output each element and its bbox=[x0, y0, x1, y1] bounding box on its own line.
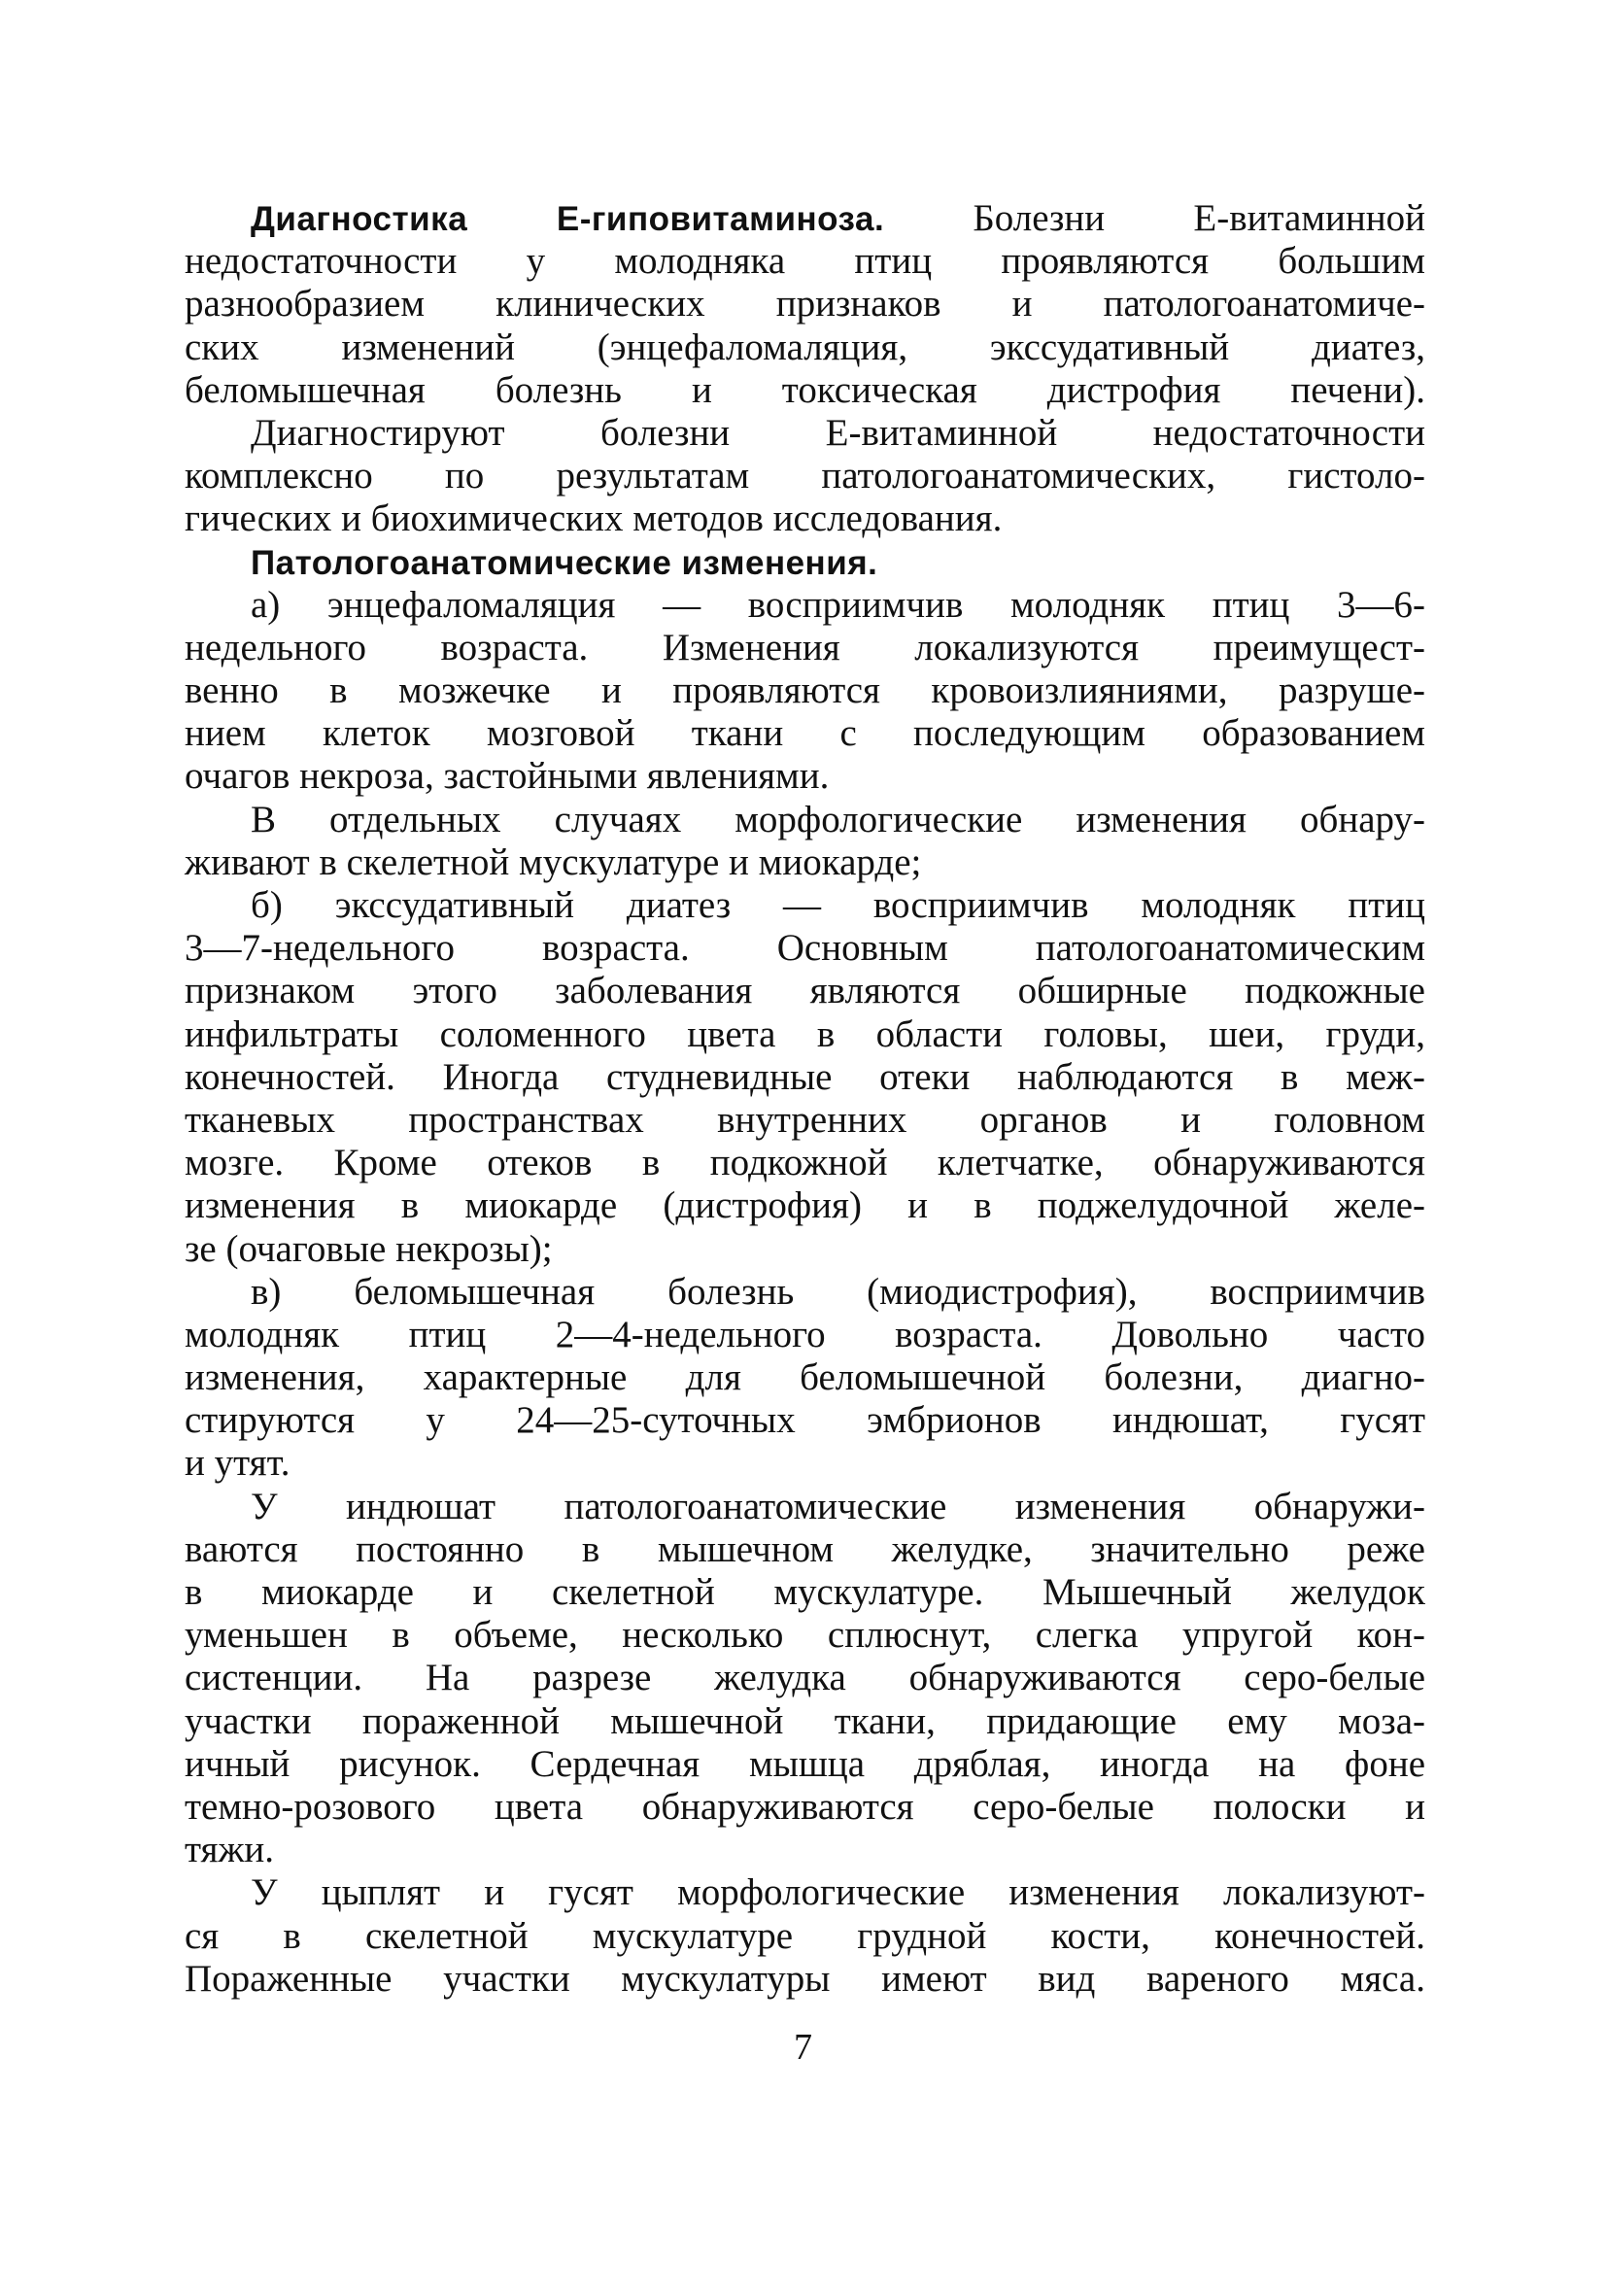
text-line: ских изменений (энцефаломаляция, экссудативный диатез, bbox=[185, 326, 1425, 368]
text-line: тяжи. bbox=[185, 1829, 275, 1871]
text-line: изменения в миокарде (дистрофия) и в поджелудочной желе- bbox=[185, 1184, 1425, 1227]
text-line: живают в скелетной мускулатуре и миокарде; bbox=[185, 840, 922, 883]
text-line: в миокарде и скелетной мускулатуре. Мышечный желудок bbox=[185, 1571, 1425, 1613]
text-line: и утят. bbox=[185, 1442, 290, 1485]
text-line: тканевых пространствах внутренних органов и головном bbox=[185, 1098, 1425, 1141]
section-heading: Диагностика Е-гиповитаминоза. bbox=[251, 200, 885, 238]
document-body bbox=[185, 197, 1425, 2001]
text-line: недостаточности у молодняка птиц проявляются большим bbox=[185, 240, 1425, 283]
text-line: комплексно по результатам патологоанатомических, гистоло- bbox=[185, 455, 1425, 497]
text-line: зе (очаговые некрозы); bbox=[185, 1227, 553, 1270]
text-line: стируются у 24—25-суточных эмбрионов индюшат, гусят bbox=[185, 1399, 1425, 1442]
text-line: ся в скелетной мускулатуре грудной кости, конечностей. bbox=[185, 1914, 1425, 1957]
text-line: ваются постоянно в мышечном желудке, значительно реже bbox=[185, 1527, 1425, 1570]
text-line: Пораженные участки мускулатуры имеют вид вареного мяса. bbox=[185, 1957, 1425, 2000]
text-line: У цыплят и гусят морфологические изменения локализуют- bbox=[251, 1871, 1425, 1914]
text-line: венно в мозжечке и проявляются кровоизлияниями, разруше- bbox=[185, 669, 1425, 712]
text-line: молодняк птиц 2—4-недельного возраста. Довольно часто bbox=[185, 1313, 1425, 1355]
text-line: недельного возраста. Изменения локализуются преимущест- bbox=[185, 626, 1425, 668]
text-line: очагов некроза, застойными явлениями. bbox=[185, 755, 830, 798]
text-line: гических и биохимических методов исследования. bbox=[185, 497, 1003, 540]
text-line: систенции. На разрезе желудка обнаруживаются серо-белые bbox=[185, 1657, 1425, 1699]
text-line: признаком этого заболевания являются обширные подкожные bbox=[185, 970, 1425, 1012]
text-line: в) беломышечная болезнь (миодистрофия), восприимчив bbox=[251, 1270, 1425, 1313]
text-line: Диагностируют болезни Е-витаминной недостаточности bbox=[251, 411, 1425, 454]
text-line: мозге. Кроме отеков в подкожной клетчатке, обнаруживаются bbox=[185, 1142, 1425, 1184]
text-line: В отдельных случаях морфологические изменения обнару- bbox=[251, 798, 1425, 840]
text-line: участки пораженной мышечной ткани, придающие ему моза- bbox=[185, 1699, 1425, 1742]
text-line: ичный рисунок. Сердечная мышца дряблая, иногда на фоне bbox=[185, 1742, 1425, 1785]
text-line: У индюшат патологоанатомические изменения обнаружи- bbox=[251, 1485, 1425, 1527]
text-line: уменьшен в объеме, несколько сплюснут, слегка упругой кон- bbox=[185, 1614, 1425, 1657]
text-line: б) экссудативный диатез — восприимчив молодняк птиц bbox=[251, 884, 1425, 926]
text-line: темно-розового цвета обнаруживаются серо-белые полоски и bbox=[185, 1785, 1425, 1828]
text-line: инфильтраты соломенного цвета в области головы, шеи, груди, bbox=[185, 1012, 1425, 1055]
text-line: изменения, характерные для беломышечной болезни, диагно- bbox=[185, 1356, 1425, 1399]
text-line: а) энцефаломаляция — восприимчив молодняк птиц 3—6- bbox=[251, 583, 1425, 626]
text-line: разнообразием клинических признаков и патологоанатомиче- bbox=[185, 283, 1425, 326]
text-line: конечностей. Иногда студневидные отеки наблюдаются в меж- bbox=[185, 1055, 1425, 1098]
page-number: 7 bbox=[794, 2027, 812, 2068]
text-line: Диагностика Е-гиповитаминоза. Болезни Е-витаминной bbox=[251, 197, 1425, 239]
text-line: беломышечная болезнь и токсическая дистрофия печени). bbox=[185, 368, 1425, 411]
text-line: нием клеток мозговой ткани с последующим образованием bbox=[185, 712, 1425, 755]
subsection-heading: Патологоанатомические изменения. bbox=[251, 543, 878, 582]
text-line: 3—7-недельного возраста. Основным патологоанатомическим bbox=[185, 927, 1425, 970]
